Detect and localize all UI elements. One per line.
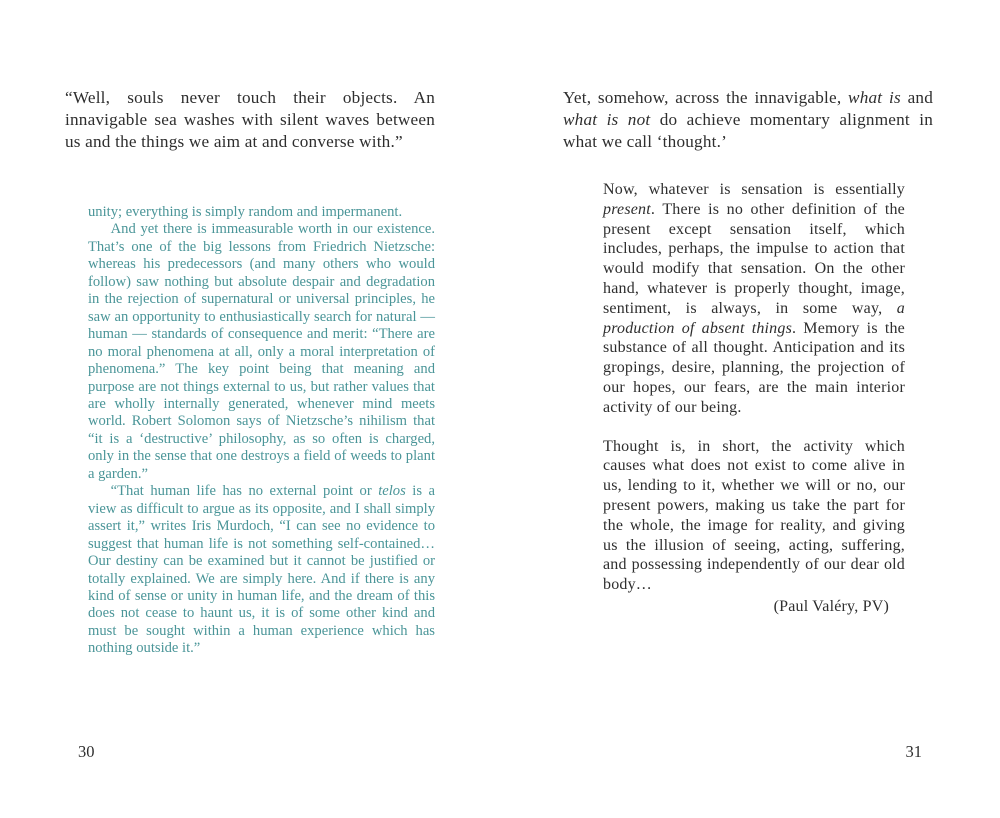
excerpt-paragraph-murdoch: “That human life has no external point or telos is a view as difficult to argue as its opposite, and I shall simply assert it,” writes Iris Murdoch, “I can see no evidence to suggest that human life is not something self-contained… Our destiny can be examined but it cannot be justified or totally explained. We are simply here. And if there is any kind of sense or unity in human life, and the dream of this does not cease to haunt us, it is of some other kind and must be sought within a human experience which has nothing outside it.” xyxy=(88,483,435,657)
right-block-quote xyxy=(603,180,905,617)
left-epigraph-quote: “Well, souls never touch their objects. An innavigable sea washes with silent waves between us and the things we aim at and converse with.” xyxy=(65,88,435,151)
page-number-left: 30 xyxy=(78,742,95,761)
excerpt-paragraph-nietzsche: And yet there is immeasurable worth in our existence. That’s one of the big lessons from Friedrich Nietzsche: whereas his predecessors (and many others who would follow) saw nothing but absolute despair and degradation in the rejection of supernatural or universal principles, he saw an opportunity to enthusiastically search for natural — human — standards of consequence and merit: “There are no moral phenomena at all, only a moral interpretation of phenomena.” The key point being that meaning and purpose are not things external to us, but rather values that are wholly internally generated, whenever mind meets world. Robert Solomon says of Nietzsche’s nihilism that “it is a ‘destructive’ philosophy, as so often is charged, only in the sense that one destroys a field of weeds to plant a garden.” xyxy=(88,221,435,482)
page-number-right: 31 xyxy=(905,742,922,761)
excerpt-paragraph-continuation: unity; everything is simply random and impermanent. xyxy=(88,204,403,220)
quote-attribution: (Paul Valéry, PV) xyxy=(773,597,889,615)
quote-paragraph-sensation: Now, whatever is sensation is essentially present. There is no other definition of the present except sensation itself, which includes, perhaps, the impulse to action that would modify that sensation. On the other hand, whatever is properly thought, image, sentiment, is always, in some way, a production of absent things. Memory is the substance of all thought. Anticipation and its gropings, desire, planning, the projection of our hopes, our fears, are the main interior activity of our being. xyxy=(603,181,905,416)
page-right xyxy=(500,0,1000,818)
right-intro-paragraph: Yet, somehow, across the innavigable, what is and what is not do achieve momentary alignment in what we call ‘thought.’ xyxy=(563,88,933,151)
quote-paragraph-thought: Thought is, in short, the activity which causes what does not exist to come alive in us, lending to it, whether we will or no, our present powers, making us take the part for the whole, the image for reality, and giving us the illusion of seeing, acting, suffering, and possessing independently of our dear old body… xyxy=(603,437,905,594)
left-excerpt-block xyxy=(88,204,435,658)
